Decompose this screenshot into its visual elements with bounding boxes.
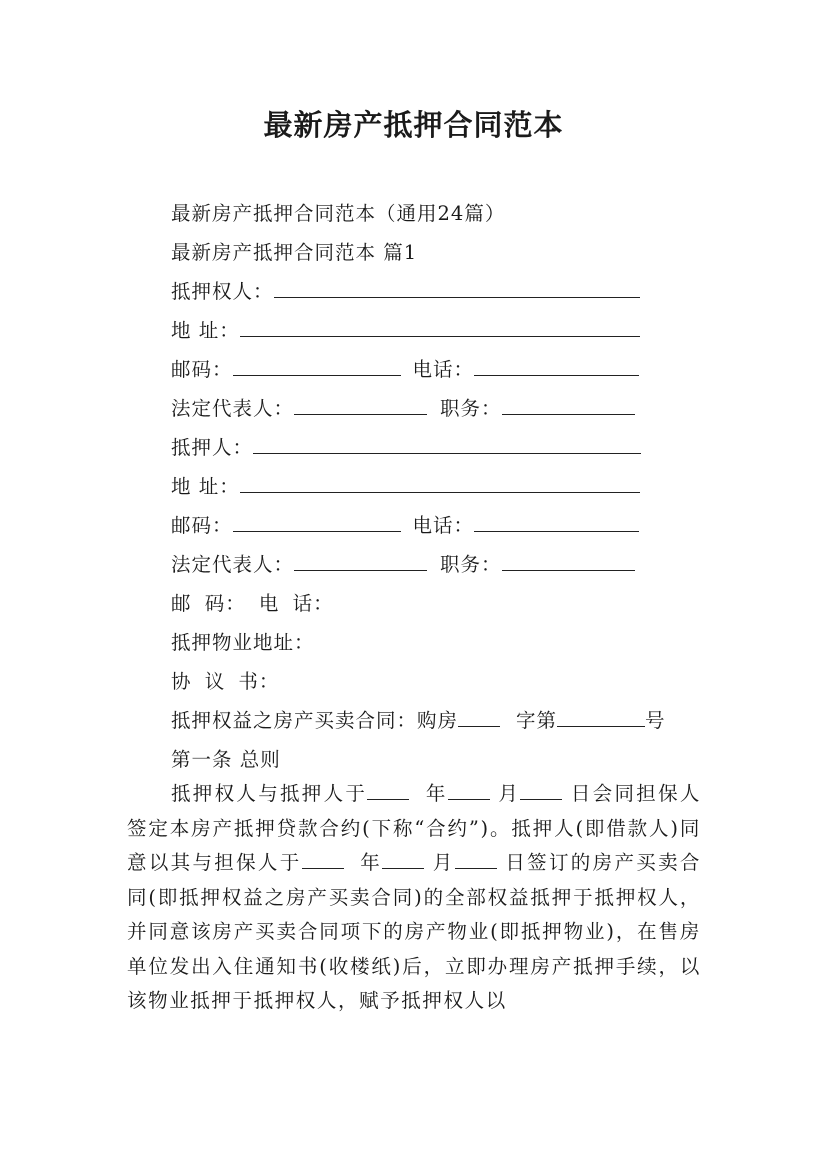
address-blank-1 (240, 318, 640, 337)
address-row-1 (171, 315, 640, 341)
document-subtitle (171, 198, 505, 224)
body-rest-2: 日签订的房产买卖合同(即抵押权益之房产买卖合同)的全部权益抵押于抵押权人，并同意该房产买卖合同项下的房产物业(即抵押物业)，在售房单位发出入住通知书(收楼纸)后，立即办理房产抵押手续，以该物业抵押于抵押权人，赋予抵押权人以 (127, 851, 701, 1012)
legal-rep-label-2: 法定代表人： (171, 553, 295, 576)
phone-label-2: 电话： (412, 514, 475, 537)
contract-blank-1 (458, 708, 500, 727)
contract-middle: 字第 (516, 709, 558, 732)
legal-rep-label-1: 法定代表人： (171, 397, 295, 420)
mortgagor-label: 抵押人： (171, 436, 254, 459)
address-label-2: 地 址： (171, 475, 240, 498)
article-heading (171, 744, 281, 770)
zip-phone-text: 邮 码： 电 话： (171, 592, 334, 615)
article-body (127, 777, 701, 1019)
address-row-2 (171, 471, 640, 497)
address-blank-2 (240, 474, 640, 493)
body-part-1: 抵押权人与抵押人于 (171, 782, 368, 805)
agreement-row (171, 666, 279, 692)
mortgagor-row (171, 432, 641, 458)
year-label-2: 年 (359, 851, 383, 874)
zip-phone-row-2 (171, 510, 639, 536)
mortgagor-blank (253, 435, 641, 454)
legal-rep-blank-2 (294, 552, 427, 571)
zip-phone-row-1 (171, 354, 639, 380)
position-label-2: 职务： (440, 553, 502, 576)
address-label-1: 地 址： (171, 319, 240, 342)
day-blank-1 (520, 781, 562, 800)
body-rest-1: 日会同担保人签定本房产抵押贷款合约(下称“合约”)。抵押人(即借款人)同意以其与担保人于 (127, 782, 701, 874)
month-label-2: 月 (432, 851, 455, 874)
phone-blank-1 (474, 357, 639, 376)
section-heading (171, 237, 417, 263)
month-label-1: 月 (497, 782, 521, 805)
mortgagee-row (171, 276, 640, 302)
property-address-row (171, 627, 315, 653)
position-blank-1 (502, 396, 635, 415)
day-blank-2 (455, 850, 497, 869)
page-title: 最新房产抵押合同范本 (263, 108, 564, 142)
month-blank-2 (382, 850, 424, 869)
month-blank-1 (448, 781, 490, 800)
year-blank-1 (367, 781, 409, 800)
legal-rep-row-1 (171, 393, 635, 419)
zip-phone-row-3 (171, 588, 334, 614)
mortgagee-label: 抵押权人： (171, 280, 274, 303)
subtitle-text: 最新房产抵押合同范本（通用24篇） (171, 202, 506, 225)
contract-row (171, 705, 666, 731)
article-heading-text: 第一条 总则 (171, 748, 281, 771)
zip-label-1: 邮码： (171, 358, 233, 381)
year-label-1: 年 (425, 782, 448, 805)
section-heading-text: 最新房产抵押合同范本 篇1 (171, 241, 418, 264)
position-blank-2 (502, 552, 635, 571)
zip-blank-2 (233, 513, 401, 532)
year-blank-2 (302, 850, 344, 869)
phone-blank-2 (474, 513, 639, 532)
mortgagee-blank (274, 279, 640, 298)
contract-suffix: 号 (645, 709, 666, 732)
contract-prefix: 抵押权益之房产买卖合同：购房 (171, 709, 459, 732)
legal-rep-blank-1 (294, 396, 427, 415)
property-address-label: 抵押物业地址： (171, 631, 315, 654)
zip-label-2: 邮码： (171, 514, 233, 537)
contract-blank-2 (557, 708, 645, 727)
position-label-1: 职务： (440, 397, 502, 420)
agreement-label: 协 议 书： (171, 670, 280, 693)
legal-rep-row-2 (171, 549, 635, 575)
phone-label-1: 电话： (412, 358, 475, 381)
zip-blank-1 (233, 357, 401, 376)
